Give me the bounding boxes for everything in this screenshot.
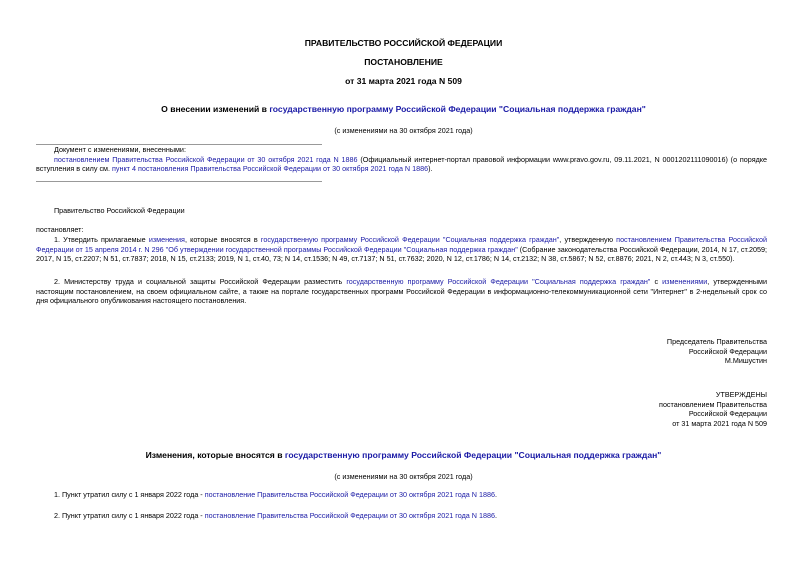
annex-item-1-end: . (494, 490, 497, 499)
annex-item-2-link[interactable]: постановление Правительства Российской Федерации от 30 октября 2021 года N 1886 (204, 511, 495, 520)
annex-item-1 (54, 490, 785, 500)
p2-program-link[interactable]: государственную программу Российской Федерации "Социальная поддержка граждан" (346, 277, 651, 286)
annex-item-2 (54, 511, 785, 521)
approved-by: постановлением Правительства (659, 399, 767, 409)
p1-text-a: 1. Утвердить прилагаемые (54, 235, 149, 244)
annex-title-prefix: Изменения, которые вносятся в (145, 450, 285, 460)
p1-decree-296-link[interactable]: постановлением Правительства Российской Федерации от 15 апреля 2014 г. N 296 "Об утверждении государственной программы Российской Федерации "Социальная поддержка граждан" (36, 235, 767, 254)
signature-block (667, 337, 767, 366)
p1-program-link[interactable]: государственную программу Российской Федерации "Социальная поддержка граждан" (260, 235, 560, 244)
annex-item-2-end: . (494, 511, 497, 520)
title-prefix: О внесении изменений в (161, 104, 270, 114)
annex-title (0, 450, 807, 462)
signature-org: Российской Федерации (688, 346, 767, 356)
signature-name: М.Мишустин (724, 356, 767, 366)
program-link[interactable]: государственную программу Российской Федерации "Социальная поддержка граждан" (269, 104, 646, 114)
approved-block (659, 390, 767, 429)
signature-position: Председатель Правительства (666, 337, 767, 346)
p1-text-d: (Собрание законодательства Российской Федерации, 2014, N 17, ст.2059; 2017, N 15, ст.2207; N 51, ст.7837; 2018, N 15, ст.2133; 2019, N 1, ст.40, 73; N 14, ст.1536; N 49, ст.7137; N 51, ст.7632; 2020, N 12, ст.1786; N 14, ст.2132; N 38, ст.5867; N 52, ст.8876; 2021, N 2, ст.443; N 3, ст.550). (36, 244, 767, 264)
paragraph-2 (36, 277, 767, 306)
p2-text-a: 2. Министерству труда и социальной защиты Российской Федерации разместить (54, 277, 347, 286)
approved-label: УТВЕРЖДЕНЫ (715, 390, 767, 399)
changes-intro: Документ с изменениями, внесенными: (54, 145, 186, 154)
approved-date: от 31 марта 2021 года N 509 (672, 419, 767, 429)
p2-text-c: , утвержденными настоящим постановлением, на своем официальном сайте, а также на портале государственных программ Российской Федерации в информационно-телекоммуникационной сети "Интернет" в 2-недельный срок со дня официального опубликования настоящего постановления. (36, 277, 768, 306)
document-type: ПОСТАНОВЛЕНИЕ (364, 57, 443, 67)
paragraph-1 (36, 235, 767, 264)
amending-decree-link[interactable]: постановлением Правительства Российской Федерации от 30 октября 2021 года N 1886 (54, 154, 358, 164)
decides-label: постановляет: (36, 225, 84, 234)
p2-text-b: с (650, 277, 663, 286)
changes-box (36, 145, 767, 174)
p2-changes-link[interactable]: изменениями (662, 277, 708, 286)
entry-into-force-link[interactable]: пункт 4 постановления Правительства Российской Федерации от 30 октября 2021 года N 1886 (112, 164, 429, 174)
annex-amendments-note: (с изменениями на 30 октября 2021 года) (334, 472, 473, 481)
government-name: Правительство Российской Федерации (54, 206, 185, 215)
title-amendments-note: (с изменениями на 30 октября 2021 года) (334, 126, 473, 135)
p1-text-c: , утвержденную (559, 235, 617, 244)
p1-changes-link[interactable]: изменения (148, 235, 185, 244)
divider-bottom (36, 181, 322, 182)
document-title (0, 104, 807, 116)
government-heading: ПРАВИТЕЛЬСТВО РОССИЙСКОЙ ФЕДЕРАЦИИ (304, 38, 503, 48)
document-date-number: от 31 марта 2021 года N 509 (345, 76, 462, 86)
changes-publication-text: (Официальный интернет-портал правовой информации www.pravo.gov.ru, 09.11.2021, N 0001202111090016) (о порядке вступления в силу см. (36, 154, 768, 174)
p1-text-b: , которые вносятся в (184, 235, 261, 244)
annex-item-2-text: 2. Пункт утратил силу с 1 января 2022 года - (54, 511, 205, 520)
annex-item-1-text: 1. Пункт утратил силу с 1 января 2022 года - (54, 490, 205, 499)
annex-item-1-link[interactable]: постановление Правительства Российской Федерации от 30 октября 2021 года N 1886 (204, 490, 495, 499)
annex-program-link[interactable]: государственную программу Российской Федерации "Социальная поддержка граждан" (284, 450, 662, 460)
approved-org: Российской Федерации (688, 409, 767, 419)
changes-end: ). (428, 164, 433, 174)
